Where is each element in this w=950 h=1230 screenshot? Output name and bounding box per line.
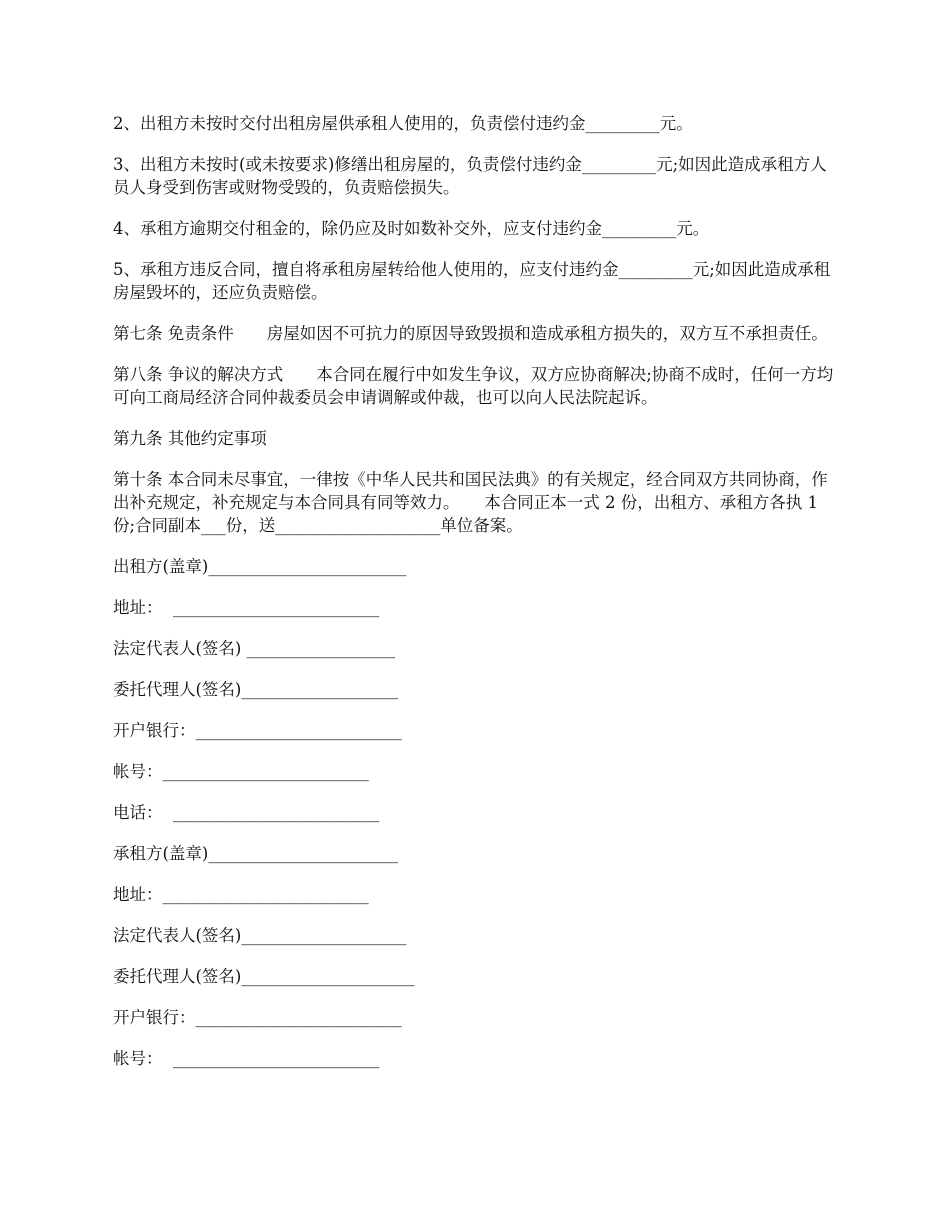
- lessor-party-field: 出租方(盖章)________________________: [113, 557, 407, 576]
- lessee-bank-field: 开户银行：_________________________: [113, 1008, 402, 1027]
- article-7-exemption: 第七条 免责条件 房屋如因不可抗力的原因导致毁损和造成承租方损失的，双方互不承担责任。: [113, 324, 828, 343]
- lessor-bank-field: 开户银行：_________________________: [113, 721, 402, 740]
- lessor-agent-field: 委托代理人(签名)___________________: [113, 680, 399, 699]
- lessee-party-field: 承租方(盖章)_______________________: [113, 844, 399, 863]
- clause-penalty-3: 3、出租方未按时(或未按要求)修缮出租房屋的，负责偿付违约金_________元;如因此造成承租方人员人身受到伤害或财物受毁的，负责赔偿损失。: [113, 155, 827, 197]
- lessor-legal-rep-field: 法定代表人(签名) __________________: [113, 639, 396, 658]
- article-8-dispute: 第八条 争议的解决方式 本合同在履行中如发生争议，双方应协商解决;协商不成时，任何一方均可向工商局经济合同仲裁委员会申请调解或仲裁，也可以向人民法院起诉。: [113, 365, 834, 407]
- document-body: [113, 112, 843, 1088]
- lessor-account-field: 帐号：_________________________: [113, 762, 369, 781]
- lessee-agent-field: 委托代理人(签名)_____________________: [113, 967, 415, 986]
- lessee-legal-rep-field: 法定代表人(签名)____________________: [113, 926, 407, 945]
- article-10-supplement: 第十条 本合同未尽事宜，一律按《中华人民共和国民法典》的有关规定，经合同双方共同协商，作出补充规定，补充规定与本合同具有同等效力。 本合同正本一式 2 份，出租方、承租方各执 1 份;合同副本___份，送____________________单位备案。: [113, 470, 828, 535]
- clause-penalty-5: 5、承租方违反合同，擅自将承租房屋转给他人使用的，应支付违约金_________元;如因此造成承租房屋毁坏的，还应负责赔偿。: [113, 260, 831, 302]
- lessor-phone-field: 电话： _________________________: [113, 803, 380, 822]
- lessee-account-field: 帐号： _________________________: [113, 1049, 380, 1068]
- lessee-address-field: 地址：_________________________: [113, 885, 369, 904]
- lessor-address-field: 地址： _________________________: [113, 598, 380, 617]
- article-9-other: 第九条 其他约定事项: [113, 429, 267, 448]
- clause-penalty-2: 2、出租方未按时交付出租房屋供承租人使用的，负责偿付违约金_________元。: [113, 114, 693, 133]
- clause-penalty-4: 4、承租方逾期交付租金的，除仍应及时如数补交外，应支付违约金_________元。: [113, 219, 710, 238]
